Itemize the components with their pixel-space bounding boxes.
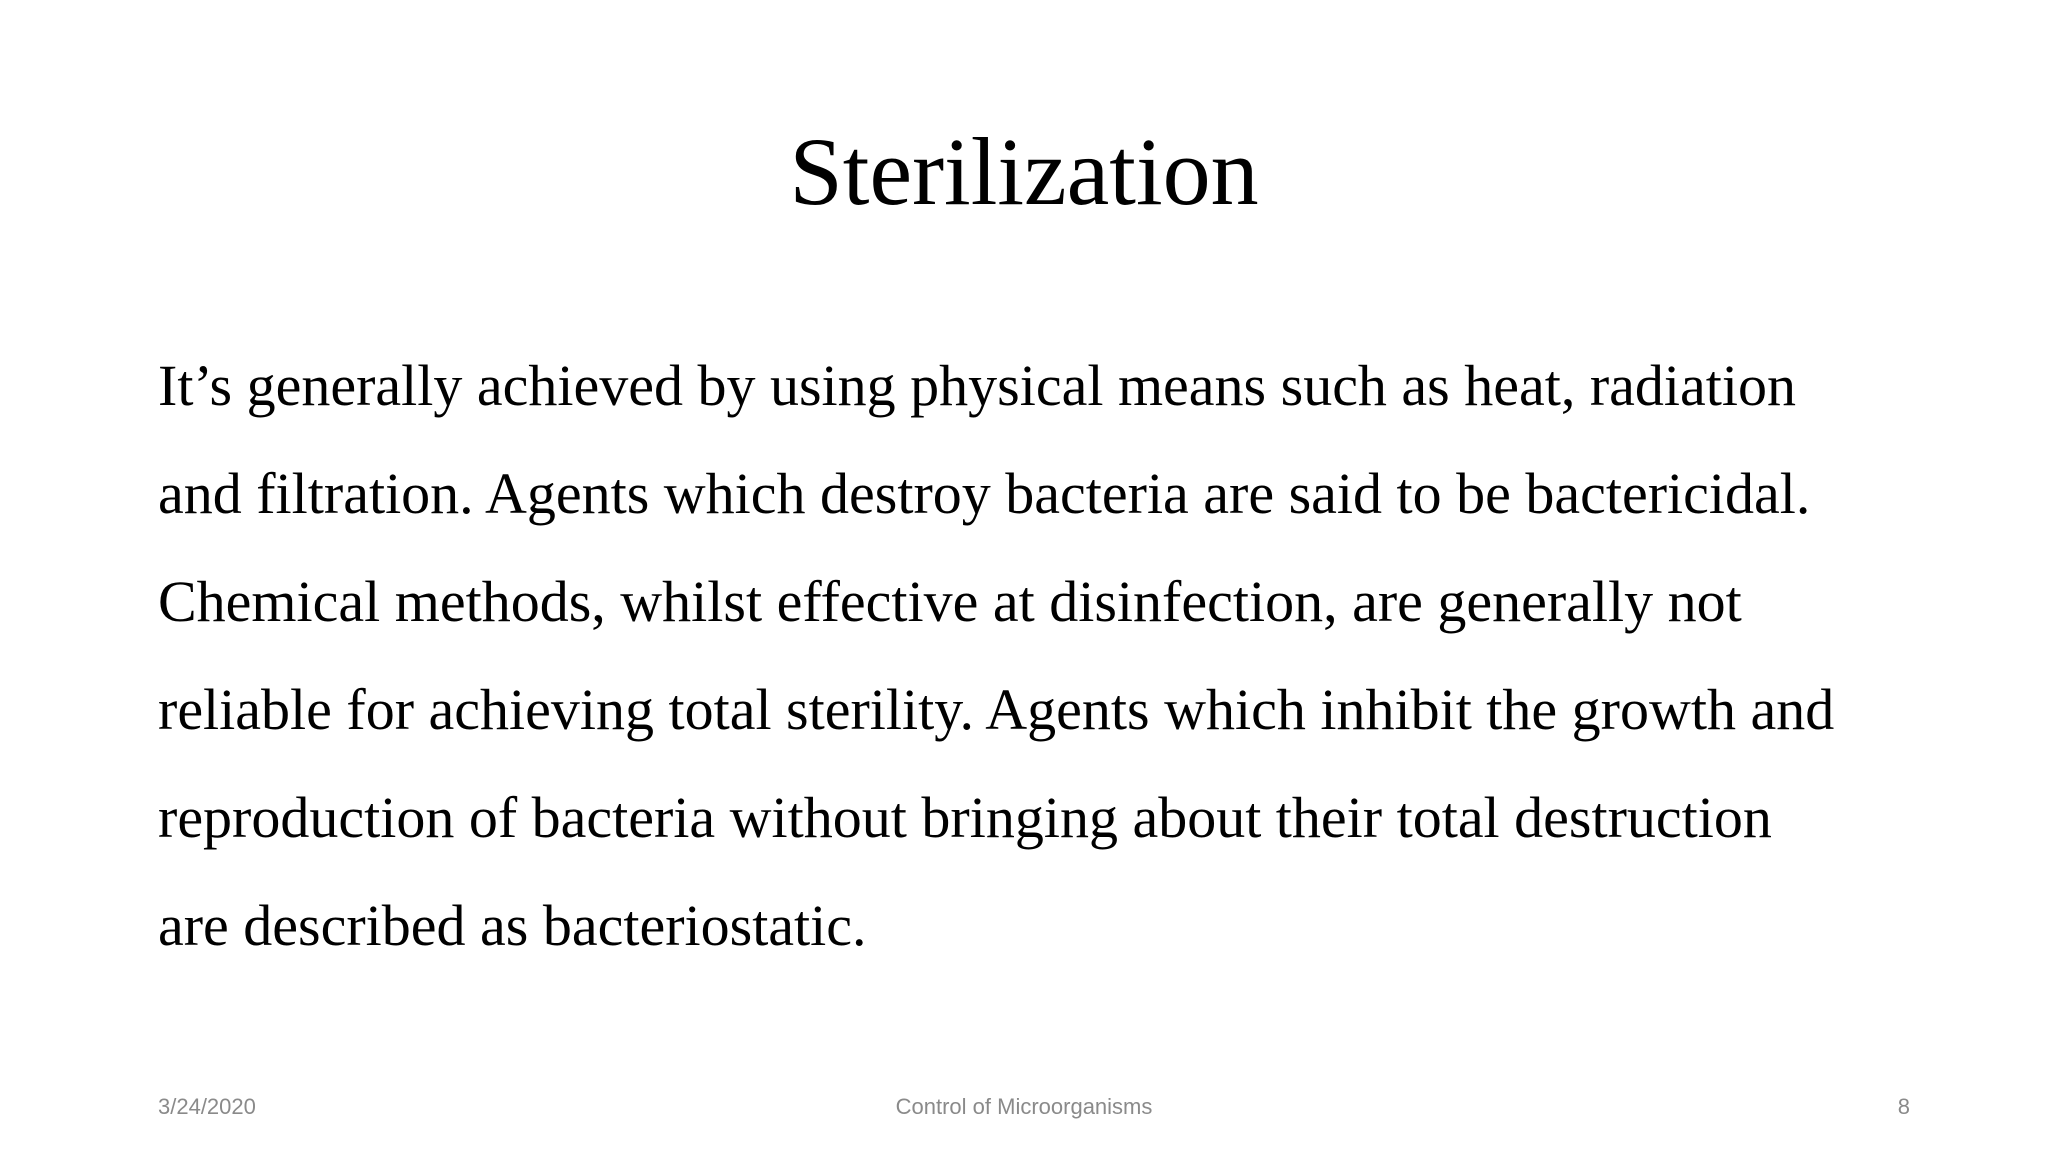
body-line: are described as bacteriostatic. [158, 893, 867, 958]
slide-body [158, 332, 1958, 980]
body-line: It’s generally achieved by using physical means such as heat, radiation [158, 353, 1796, 418]
body-line: reliable for achieving total sterility. Agents which inhibit the growth and [158, 677, 1835, 742]
slide-title: Sterilization [789, 118, 1259, 225]
footer-title: Control of Microorganisms [895, 1094, 1153, 1119]
body-line: reproduction of bacteria without bringing about their total destruction [158, 785, 1772, 850]
body-line: and filtration. Agents which destroy bacteria are said to be bactericidal. [158, 461, 1811, 526]
body-line: Chemical methods, whilst effective at disinfection, are generally not [158, 569, 1742, 634]
page-number: 8 [1897, 1094, 1910, 1119]
footer-date: 3/24/2020 [158, 1094, 256, 1119]
